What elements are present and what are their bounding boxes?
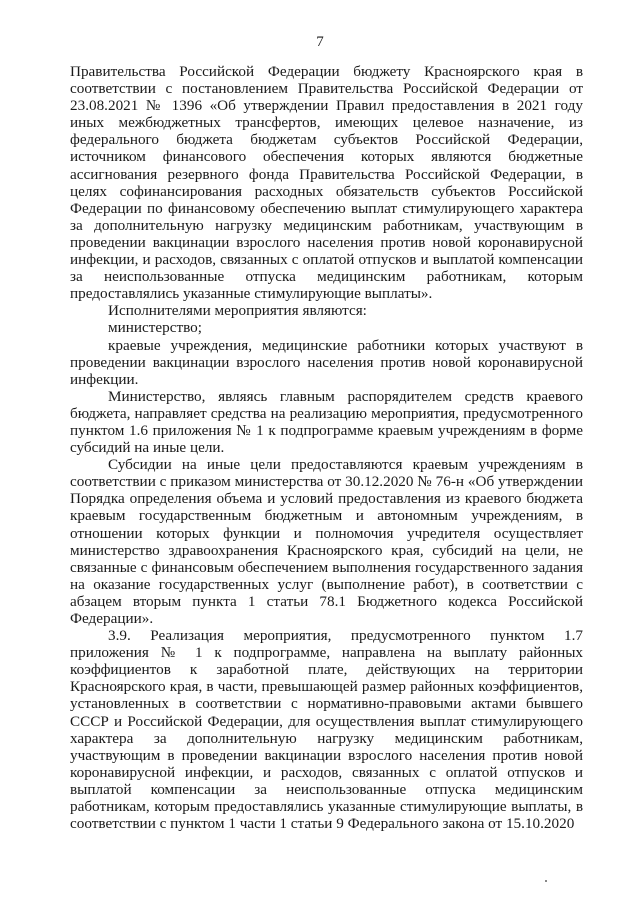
paragraph-section-3-9: 3.9. Реализация мероприятия, предусмотренного пунктом 1.7 приложения № 1 к подпрограмме, направлена на выплату районных коэффициентов к заработной плате, действующих на территории Красноярского края, в части, превышающей размер районных коэффициентов, установленных в соответствии с нормативно-правовыми актами бывшего СССР и Российской Федерации, для осуществления выплат стимулирующего характера за дополнительную нагрузку медицинским работникам, участвующим в проведении вакцинации взрослого населения против новой коронавирусной инфекции, и расходов, связанных с оплатой отпусков и выплатой компенсации за неиспользованные отпуска медицинским работникам, которым предоставлялись указанные стимулирующие выплаты, в соответствии с пунктом 1 части 1 статьи 9 Федерального закона от 15.10.2020 bbox=[70, 627, 583, 833]
scan-artifact bbox=[545, 880, 547, 882]
paragraph-continuation: Правительства Российской Федерации бюджету Красноярского края в соответствии с постановлением Правительства Российской Федерации от 23.08.2021 № 1396 «Об утверждении Правил предоставления в 2021 году иных межбюджетных трансфертов, имеющих целевое назначение, из федерального бюджета бюджетам субъектов Российской Федерации, источником финансового обеспечения которых являются бюджетные ассигнования резервного фонда Правительства Российской Федерации, в целях софинансирования расходных обязательств субъектов Российской Федерации по финансовому обеспечению выплат стимулирующего характера за дополнительную нагрузку медицинским работникам, участвующим в проведении вакцинации взрослого населения против новой коронавирусной инфекции, и расходов, связанных с оплатой отпусков и выплатой компенсации за неиспользованные отпуска медицинским работникам, которым предоставлялись указанные стимулирующие выплаты». bbox=[70, 63, 583, 303]
paragraph-ministry-role: Министерство, являясь главным распорядителем средств краевого бюджета, направляет средства на реализацию мероприятия, предусмотренного пунктом 1.6 приложения № 1 к подпрограмме краевым учреждениям в форме субсидий на иные цели. bbox=[70, 387, 583, 457]
paragraph-executors-heading: Исполнителями мероприятия являются: bbox=[108, 302, 367, 320]
document-body bbox=[70, 63, 583, 832]
paragraph-subsidies: Субсидии на иные цели предоставляются краевым учреждениям в соответствии с приказом министерства от 30.12.2020 № 76-н «Об утверждении Порядка определения объема и условий предоставления из краевого бюджета краевым государственным бюджетным и автономным учреждениям, в отношении которых функции и полномочия учредителя осуществляет министерство здравоохранения Красноярского края, субсидий на цели, не связанные с финансовым обеспечением выполнения государственного задания на оказание государственных услуг (выполнение работ), в соответствии с абзацем вторым пункта 1 статьи 78.1 Бюджетного кодекса Российской Федерации». bbox=[70, 456, 583, 627]
paragraph-executor-institutions: краевые учреждения, медицинские работники которых участвуют в проведении вакцинации взрослого населения против новой коронавирусной инфекции. bbox=[70, 336, 583, 388]
paragraph-executor-ministry: министерство; bbox=[108, 319, 202, 337]
page-number: 7 bbox=[316, 34, 324, 50]
